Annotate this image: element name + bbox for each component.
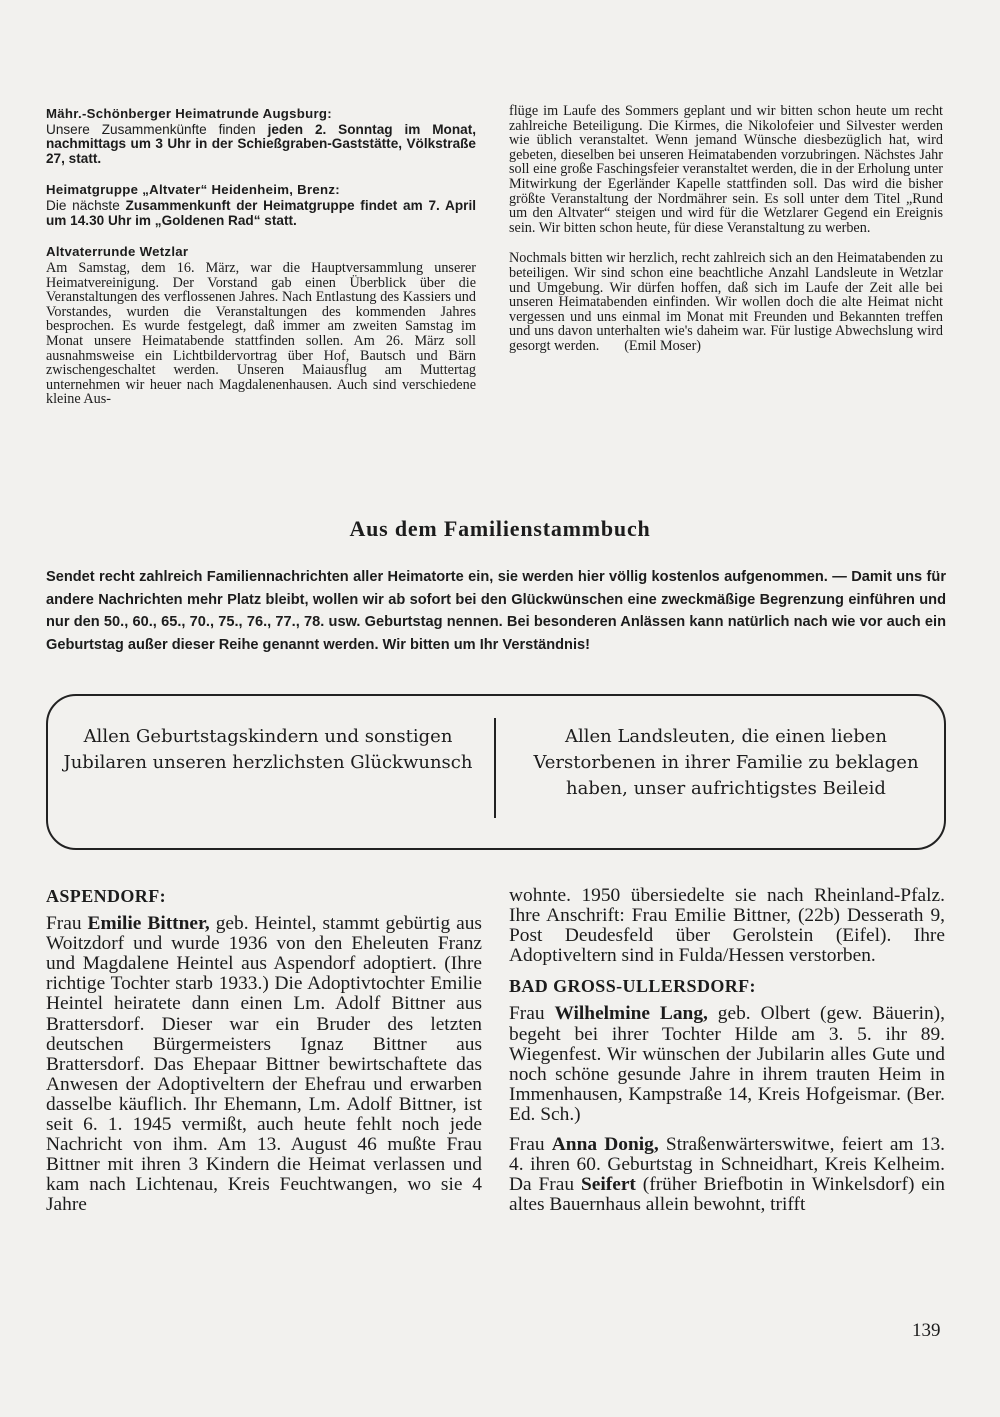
section-heading-heidenheim: Heimatgruppe „Altvater“ Heidenheim, Brenz: [46,182,340,198]
donig-entry-c: (früher Briefbotin in Winkelsdorf) ein altes Bauernhaus allein bewohnt, trifft [509,1174,945,1216]
section-heading-augsburg: Mähr.-Schönberger Heimatrunde Augsburg: [46,106,332,121]
section-heading-wetzlar: Altvaterrunde Wetzlar [46,244,189,260]
top-left-column [46,106,476,407]
lang-entry [509,1004,945,1125]
page-number: 139 [912,1320,941,1341]
heidenheim-text-a: Die nächste [46,198,126,214]
wetzlar-continued: flüge im Laufe des Sommers geplant und wir bitten schon heute um recht zahlreiche Beteiligung. Die Kirmes, die Nikolofeier und Silvester werden wie üblich veranstaltet. Wenn jemand Wünsche diesbezüglich hat, wird gebeten, dieselben bei unseren Heimatabenden vorzubringen. Nächstes Jahr soll eine große Faschingsfeier veranstaltet werden, die in der Erholung unter Mitwirkung der Egerländer Kapelle stattfinden soll. Das wird die bisher größte Veranstaltung der Nordmährer sein. Es soll unter dem Titel „Rund um den Altvater“ steigen und wird für die Wetzlarer Gegend ein Ereignis sein. Wir bitten schon heute, für diese Veranstaltung zu werben. [509,103,943,236]
person-name: Emilie Bittner, [87,913,210,935]
condolence-message: Allen Landsleuten, die einen lieben Verstorbenen in ihrer Familie zu beklagen haben, unser aufrichtigstes Beileid [533,726,919,799]
bottom-left-column [46,886,482,1216]
lang-entry-b: geb. Olbert (gew. Bäuerin), begeht bei ihrer Tochter Hilde am 3. 5. ihr 89. Wiegenfest. Wir wünschen der Jubilarin alles Gute und noch schöne gesunde Jahre in ihrem trauten Heim in Immenhausen, Kampstraße 14, Kreis Hofgeismar. (Ber. Ed. Sch.) [509,1003,945,1125]
wetzlar-appeal [509,251,943,353]
person-name: Anna Donig, [551,1134,659,1156]
town-heading-aspendorf: ASPENDORF: [46,886,166,906]
heidenheim-text-bold: Zusammenkunft der Heimatgruppe findet am 7. April um 14.30 Uhr im „Goldenen Rad“ statt. [46,198,476,228]
bittner-entry-a: Frau [46,913,88,935]
bittner-entry [46,914,482,1215]
bottom-right-column [509,886,945,1215]
box-divider [494,718,496,818]
augsburg-text-bold: jeden 2. Sonntag im Monat, nachmittags um 3 Uhr in der Schießgraben-Gaststätte, Völkstraße 27, statt. [46,122,476,166]
bittner-entry-b: geb. Heintel, stammt gebürtig aus Woitzdorf und wurde 1936 von den Eheleuten Franz und Magdalene Heintel aus Aspendorf adoptiert. (Ihre richtige Tochter starb 1933.) Die Adoptivtochter Emilie Heintel heiratete dann einen Lm. Adolf Bittner aus Brattersdorf. Dieser war ein Bruder des letzten deutschen Bürgermeisters Ignaz Bittner aus Brattersdorf. Das Ehepaar Bittner bewirtschaftete das Anwesen der Adoptiveltern der Ehefrau und erwarben dasselbe käuflich. Ihr Ehemann, Lm. Adolf Bittner, ist seit 6. 1. 1945 vermißt, auch heute fehlt noch jede Nachricht von ihm. Am 13. August 46 mußte Frau Bittner mit ihren 3 Kindern die Heimat verlassen und kam nach Lichtenau, Kreis Feuchtwangen, wo sie 4 Jahre [46,913,482,1216]
lang-entry-a: Frau [509,1003,555,1025]
augsburg-text-a: Unsere Zusammenkünfte finden [46,122,268,137]
person-name: Seifert [580,1174,636,1196]
donig-entry-a: Frau [509,1134,552,1156]
bittner-entry-continued: wohnte. 1950 übersiedelte sie nach Rheinland-Pfalz. Ihre Anschrift: Frau Emilie Bittner, (22b) Desserath 9, Post Deudesfeld über Gerolstein (Eifel). Ihre Adoptiveltern sind in Fulda/Hessen verstorben. [509,885,945,967]
wetzlar-appeal-text: Nochmals bitten wir herzlich, recht zahlreich sich an den Heimatabenden zu beteiligen. Wir sind schon eine beachtliche Anzahl Landsleute in Wetzlar und Umgebung. Wir dürfen hoffen, daß sich im Laufe der Zeit alle bei unseren Heimatabenden einfinden. Wir wollen doch die alte Heimat nicht vergessen und uns einmal im Monat mit Freunden und Bekannten treffen und uns davon unterhalten wie's daheim war. Für lustige Abwechslung wird gesorgt werden. [509,250,943,354]
donig-entry [509,1135,945,1215]
person-name: Wilhelmine Lang, [554,1003,708,1025]
town-heading-bad-gross-ullersdorf: BAD GROSS-ULLERSDORF: [509,976,756,997]
greetings-box [46,694,946,850]
family-heading: Aus dem Familienstammbuch [349,516,651,541]
wetzlar-text: Am Samstag, dem 16. März, war die Hauptversammlung unserer Heimatvereinigung. Der Vorstand gab einen Überblick über die Veranstaltungen des verflossenen Jahres. Nach Entlastung des Kassiers und Vorstandes, wurden die Veranstaltungen des kommenden Jahres besprochen. Es wurde festgelegt, daß immer am zweiten Samstag im Monat unsere Heimatabende stattfinden sollen. Am 26. März soll ausnahmsweise ein Lichtbildervortrag über Hof, Bautsch und Bärn zwischengeschaltet werden. Unseren Maiausflug am Muttertag unternehmen wir heuer nach Magdalenenhausen. Auch sind verschiedene kleine Aus- [46,260,476,408]
birthday-greeting: Allen Geburtstagskindern und sonstigen Jubilaren unseren herzlichsten Glückwunsch [63,726,473,773]
donig-entry-b: Straßenwärterswitwe, feiert am 13. 4. ihren 60. Geburtstag in Schneidhart, Kreis Kelheim. Da Frau [509,1134,945,1196]
top-right-column [509,104,943,354]
family-notice: Sendet recht zahlreich Familiennachrichten aller Heimatorte ein, sie werden hier völlig kostenlos aufgenommen. — Damit uns für andere Nachrichten mehr Platz bleibt, wollen wir ab sofort bei den Glückwünschen eine zweckmäßige Begrenzung einführen und nur den 50., 60., 65., 70., 75., 76., 77., 78. usw. Geburtstag nennen. Bei besonderen Anlässen kann natürlich nach wie vor auch ein Geburtstag außer dieser Reihe genannt werden. Wir bitten um Ihr Verständnis! [46,569,946,653]
augsburg-text [46,123,476,166]
heidenheim-text [46,199,476,228]
author-signature: (Emil Moser) [624,337,702,354]
